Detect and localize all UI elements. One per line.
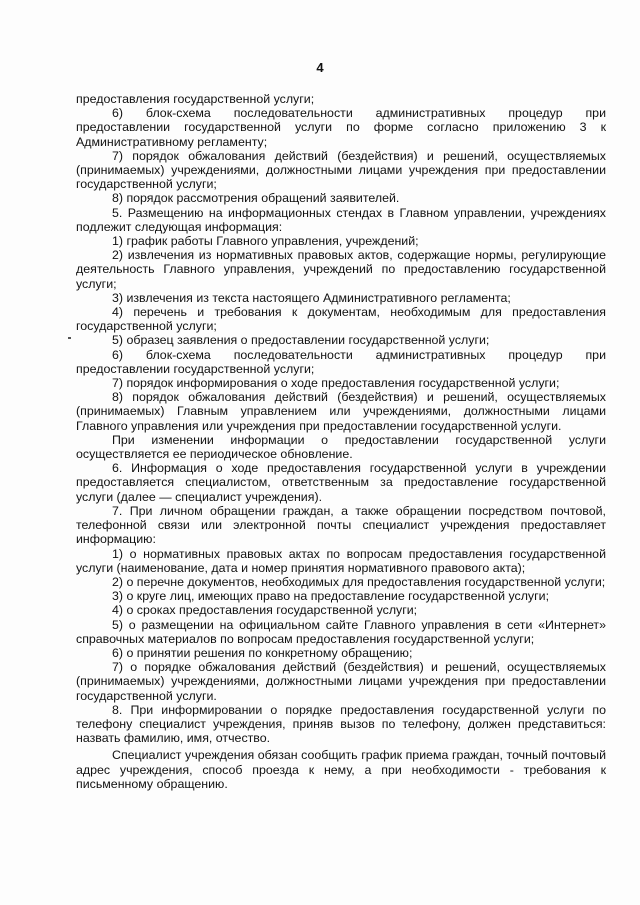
paragraph: 8) порядок рассмотрения обращений заявителей. bbox=[112, 191, 400, 206]
scan-artifact bbox=[68, 337, 71, 339]
paragraph: 6) блок-схема последовательности административных процедур при предоставлении государственной услуги по форме согласно приложению 3 к Административному регламенту; bbox=[76, 106, 606, 149]
paragraph: 3) о круге лиц, имеющих право на предоставление государственной услуги; bbox=[112, 589, 550, 604]
paragraph: 5) образец заявления о предоставлении государственной услуги; bbox=[112, 333, 490, 348]
paragraph: 6) блок-схема последовательности административных процедур при предоставлении государственной услуги; bbox=[76, 347, 606, 376]
paragraph: 4) перечень и требования к документам, необходимым для предоставления государственной услуги; bbox=[76, 305, 606, 334]
paragraph: 4) о сроках предоставления государственной услуги; bbox=[112, 603, 418, 618]
paragraph: 7. При личном обращении граждан, а также обращении посредством почтовой, телефонной связи или электронной почты специалист учреждения предоставляет информацию: bbox=[76, 503, 606, 547]
paragraph: 7) о порядке обжалования действий (бездействия) и решений, осуществляемых (принимаемых) учреждениями, должностными лицами учреждения при предоставлении государственной услуги. bbox=[76, 660, 606, 703]
document-body bbox=[76, 92, 606, 791]
paragraph: 5) о размещении на официальном сайте Главного управления в сети «Интернет» справочных материалов по вопросам предоставления государственной услуги; bbox=[76, 617, 606, 646]
paragraph: 6) о принятии решения по конкретному обращению; bbox=[112, 645, 413, 660]
paragraph: 1) график работы Главного управления, учреждений; bbox=[112, 234, 419, 249]
paragraph: 8. При информировании о порядке предоставления государственной услуги по телефону специалист учреждения, приняв вызов по телефону, должен представиться: назвать фамилию, имя, отчество. bbox=[76, 702, 606, 746]
paragraph: 7) порядок обжалования действий (бездействия) и решений, осуществляемых (принимаемых) учреждениями, должностными лицами учреждения при предоставлении государственной услуги; bbox=[76, 148, 606, 192]
paragraph: 7) порядок информирования о ходе предоставления государственной услуги; bbox=[112, 376, 560, 391]
paragraph: предоставления государственной услуги; bbox=[76, 92, 315, 106]
paragraph: 1) о нормативных правовых актах по вопросам предоставления государственной услуги (наименование, дата и номер принятия нормативного правового акта); bbox=[76, 546, 606, 575]
paragraph: 2) извлечения из нормативных правовых актов, содержащие нормы, регулирующие деятельность Главного управления, учреждений по предоставлению государственной услуги; bbox=[76, 248, 606, 291]
paragraph: 6. Информация о ходе предоставления государственной услуги в учреждении предоставляется специалистом, ответственным за предоставление государственной услуги (далее — специалист учреждения). bbox=[76, 461, 606, 504]
paragraph: При изменении информации о предоставлении государственной услуги осуществляется ее периодическое обновление. bbox=[76, 432, 606, 462]
paragraph: Специалист учреждения обязан сообщить график приема граждан, точный почтовый адрес учреждения, способ проезда к нему, а при необходимости - требования к письменному обращению. bbox=[76, 748, 606, 791]
paragraph: 5. Размещению на информационных стендах в Главном управлении, учреждениях подлежит следующая информация: bbox=[76, 205, 606, 234]
paragraph: 8) порядок обжалования действий (бездействия) и решений, осуществляемых (принимаемых) Главным управлением или учреждениями, должностными лицами Главного управления или учреждения при предоставлении государственной услуги. bbox=[76, 390, 606, 433]
paragraph: 2) о перечне документов, необходимых для предоставления государственной услуги; bbox=[112, 574, 606, 589]
page-number: 4 bbox=[316, 60, 324, 75]
paragraph: 3) извлечения из текста настоящего Административного регламента; bbox=[112, 290, 511, 305]
